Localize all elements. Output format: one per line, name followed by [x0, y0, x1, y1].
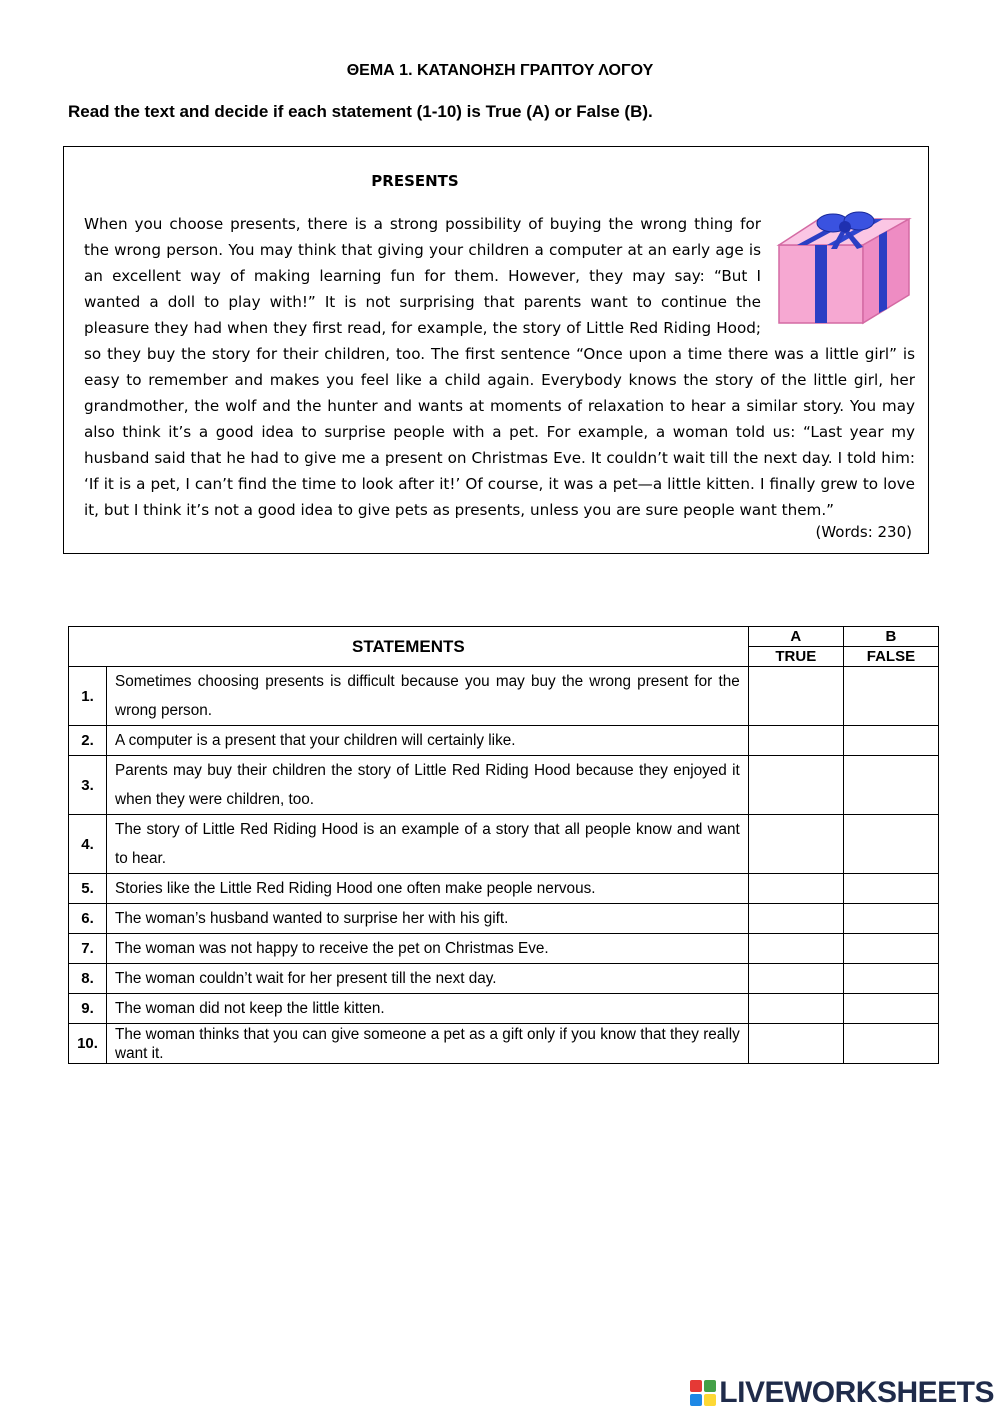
- header-b-letter: B: [843, 627, 938, 647]
- answer-cell-true[interactable]: [748, 667, 843, 726]
- answer-cell-true[interactable]: [748, 904, 843, 934]
- statement-text: The woman thinks that you can give someone a pet as a gift only if you know that they really want it.: [107, 1024, 749, 1064]
- answer-cell-true[interactable]: [748, 964, 843, 994]
- statement-text: Stories like the Little Red Riding Hood one often make people nervous.: [107, 874, 749, 904]
- statement-text: Sometimes choosing presents is difficult because you may buy the wrong present for the wrong person.: [107, 667, 749, 726]
- answer-cell-false[interactable]: [843, 934, 938, 964]
- footer-brand: [690, 1377, 994, 1409]
- table-row: [69, 904, 939, 934]
- statement-text: The woman did not keep the little kitten.: [107, 994, 749, 1024]
- table-row: [69, 667, 939, 726]
- statement-text: The woman was not happy to receive the pet on Christmas Eve.: [107, 934, 749, 964]
- table-row: [69, 1024, 939, 1064]
- answer-cell-true[interactable]: [748, 756, 843, 815]
- reading-text: When you choose presents, there is a strong possibility of buying the wrong thing for the wrong person. You may think that giving your children a computer at an early age is an excellent way of making learning fun for them. However, they may say: “But I wanted a doll to play with!” It is not surprising that parents want to continue the pleasure they had when they first read, for example, the story of Little Red Riding Hood; so they buy the story for their children, too. The first sentence “Once upon a time there was a little girl” is easy to remember and makes you feel like a child again. Everybody knows the story of the little girl, her grandmother, the wolf and the hunter and wants at moments of relaxation to hear a similar story. You may also think it’s a good idea to surprise people with a pet. For example, a woman told us: “Last year my husband said that he had to give me a present on Christmas Eve. It couldn’t wait till the next day. I told him: ‘If it is a pet, I can’t find the time to look after it!’ Of course, it was a pet—a little kitten. I finally grew to love it, but I think it’s not a good idea to give pets as presents, unless you are sure people want them.”: [84, 215, 915, 519]
- answer-cell-true[interactable]: [748, 726, 843, 756]
- table-row: [69, 874, 939, 904]
- table-row: [69, 964, 939, 994]
- answer-cell-true[interactable]: [748, 994, 843, 1024]
- reading-passage-box: [63, 146, 929, 554]
- reading-title: PRESENTS: [371, 172, 459, 190]
- statement-text: The woman’s husband wanted to surprise her with his gift.: [107, 904, 749, 934]
- answer-cell-false[interactable]: [843, 726, 938, 756]
- gift-box-icon: [775, 205, 915, 329]
- answer-cell-false[interactable]: [843, 756, 938, 815]
- word-count: (Words: 230): [815, 523, 912, 541]
- statement-number: 5.: [69, 874, 107, 904]
- answer-cell-false[interactable]: [843, 874, 938, 904]
- table-row: [69, 815, 939, 874]
- answer-cell-false[interactable]: [843, 904, 938, 934]
- header-a-letter: A: [748, 627, 843, 647]
- reading-text-container: [84, 211, 915, 523]
- answer-cell-false[interactable]: [843, 994, 938, 1024]
- statement-text: A computer is a present that your children will certainly like.: [107, 726, 749, 756]
- statement-number: 10.: [69, 1024, 107, 1064]
- statement-number: 4.: [69, 815, 107, 874]
- statement-number: 7.: [69, 934, 107, 964]
- answer-cell-true[interactable]: [748, 1024, 843, 1064]
- statement-number: 2.: [69, 726, 107, 756]
- answer-cell-false[interactable]: [843, 1024, 938, 1064]
- table-row: [69, 726, 939, 756]
- answer-cell-true[interactable]: [748, 934, 843, 964]
- instruction-text: Read the text and decide if each statement (1-10) is True (A) or False (B).: [68, 102, 653, 121]
- statements-table: [68, 626, 939, 1064]
- answer-cell-false[interactable]: [843, 815, 938, 874]
- header-b-false: FALSE: [843, 647, 938, 667]
- brand-name: LIVEWORKSHEETS: [719, 1376, 994, 1409]
- answer-cell-false[interactable]: [843, 964, 938, 994]
- statement-number: 9.: [69, 994, 107, 1024]
- header-a-true: TRUE: [748, 647, 843, 667]
- statement-text: The woman couldn’t wait for her present till the next day.: [107, 964, 749, 994]
- statement-text: The story of Little Red Riding Hood is an example of a story that all people know and want to hear.: [107, 815, 749, 874]
- statement-number: 3.: [69, 756, 107, 815]
- section-title: ΘΕΜΑ 1. ΚΑΤΑΝΟΗΣΗ ΓΡΑΠΤΟΥ ΛΟΓΟΥ: [346, 62, 654, 79]
- statement-number: 1.: [69, 667, 107, 726]
- answer-cell-true[interactable]: [748, 874, 843, 904]
- header-statements: STATEMENTS: [69, 627, 749, 667]
- liveworksheets-logo-icon: [690, 1380, 716, 1406]
- answer-cell-false[interactable]: [843, 667, 938, 726]
- statement-number: 8.: [69, 964, 107, 994]
- statement-number: 6.: [69, 904, 107, 934]
- table-row: [69, 994, 939, 1024]
- table-row: [69, 934, 939, 964]
- table-row: [69, 756, 939, 815]
- answer-cell-true[interactable]: [748, 815, 843, 874]
- statement-text: Parents may buy their children the story of Little Red Riding Hood because they enjoyed it when they were children, too.: [107, 756, 749, 815]
